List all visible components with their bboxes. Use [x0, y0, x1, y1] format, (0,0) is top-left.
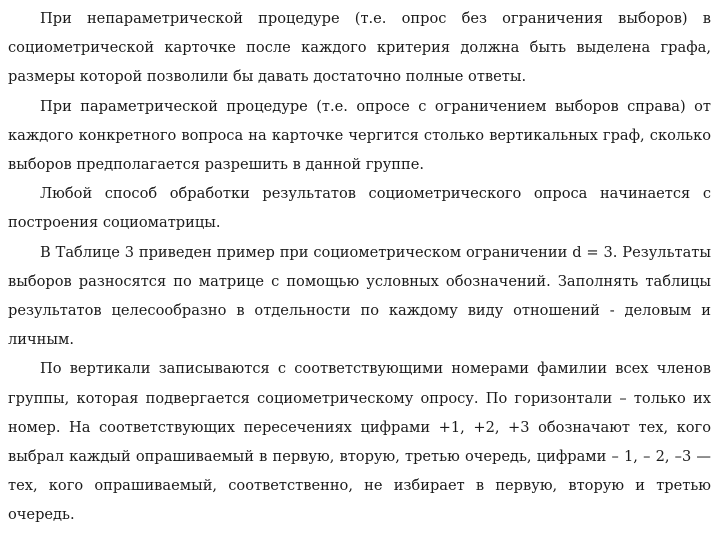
document-page — [8, 4, 711, 530]
paragraph-parametric-procedure: При параметрической процедуре (т.е. опросе с ограничением выборов справа) от каждого конкретного вопроса на карточке чергится столько вертикальных граф, сколько выборов предполагается разрешить в данной группе. — [8, 97, 711, 174]
paragraph-table-example: В Таблице 3 приведен пример при социометрическом ограничении d = 3. Результаты выборов разносятся по матрице с помощью условных обозначений. Заполнять таблицы результатов целесообразно в отдельности по каждому виду отношений - деловым и личным. — [8, 243, 711, 349]
paragraph-nonparametric-procedure: При непараметрической процедуре (т.е. опрос без ограничения выборов) в социометрической карточке после каждого критерия должна быть выделена графа, размеры которой позволили бы давать достаточно полные ответы. — [8, 10, 711, 86]
paragraph-processing-start: Любой способ обработки результатов социометрического опроса начинается с построения социоматрицы. — [8, 185, 711, 232]
paragraph-matrix-filling: По вертикали записываются с соответствующими номерами фамилии всех членов группы, которая подвергается социометрическому опросу. По горизонтали – только их номер. На соответствующих пересечениях цифрами +1, +2, +3 обозначают тех, кого выбрал каждый опрашиваемый в первую, вторую, третью очередь, цифрами – 1, – 2, –3 — тех, кого опрашиваемый, соответственно, не избирает в первую, вторую и третью очередь. — [8, 360, 711, 524]
